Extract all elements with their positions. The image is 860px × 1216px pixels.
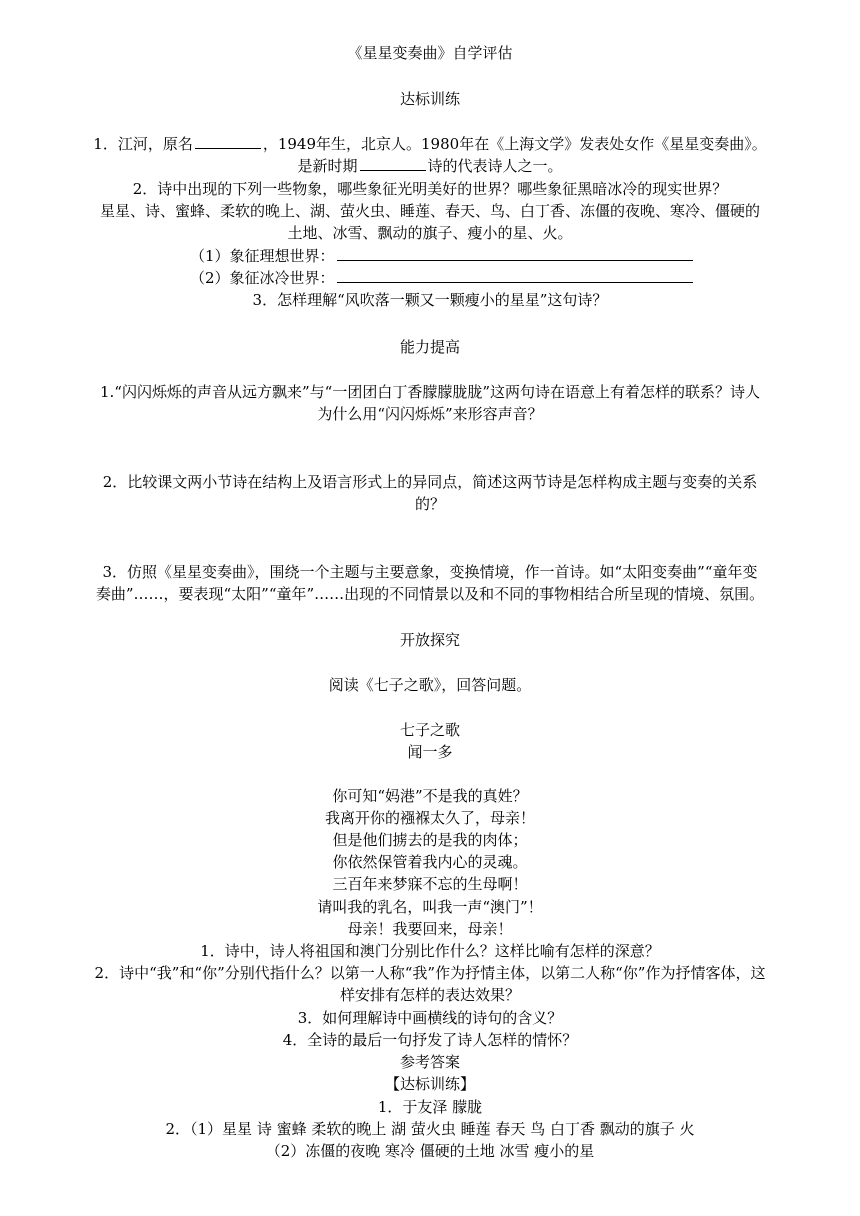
answer-blank [195,133,261,149]
answer-line [337,267,693,283]
poem-line: 你依然保管着我内心的灵魂。 [332,853,528,871]
answer-2-part-1: 2．（1）星星 诗 蜜蜂 柔软的晚上 湖 萤火虫 睡莲 春天 鸟 白丁香 飘动的旗子 火 [165,1120,695,1138]
poem-line: 你可知“妈港”不是我的真姓？ [332,787,528,805]
poem-line: 三百年来梦寐不忘的生母啊！ [332,875,528,893]
answer-blank [360,155,426,171]
question-1-text-b: ，1949年生，北京人。1980年在《上海文学》发表处女作《星星变奏曲》。 [262,135,767,153]
question-2: 2．诗中出现的下列一些物象，哪些象征光明美好的世界？哪些象征黑暗冰冷的现实世界？ [132,180,728,198]
poem-line: 但是他们掳去的是我的肉体； [332,831,528,849]
reading-intro: 阅读《七子之歌》，回答问题。 [328,676,532,694]
ability-question-2-line-1: 2．比较课文两小节诗在结构上及语言形式上的异同点，简述这两节诗是怎样构成主题与变奏的关系 [102,473,758,491]
open-question-3: 3．如何理解诗中画横线的诗句的含义？ [297,1009,563,1027]
question-1-text-a: 1．江河，原名 [93,135,193,153]
answer-2-part-2: （2）冻僵的夜晚 寒冷 僵硬的土地 冰雪 瘦小的星 [265,1142,595,1160]
question-2-sub-2: （2）象征冰冷世界： [190,267,693,289]
section-heading-ability: 能力提高 [399,338,460,356]
answers-sub-heading: 【达标训练】 [384,1075,475,1093]
open-question-2-line-1: 2．诗中“我”和“你”分别代指什么？以第一人称“我”作为抒情主体，以第二人称“你”作为抒情客体，这 [94,964,766,982]
question-1-text-d: 诗的代表诗人之一。 [427,157,563,175]
answer-line [337,245,693,261]
question-2-sub-1: （1）象征理想世界： [190,245,693,267]
ability-question-2-line-2: 的？ [414,495,445,513]
open-question-2-line-2: 样安排有怎样的表达效果？ [339,986,520,1004]
poem-line: 母亲！我要回来，母亲！ [347,920,513,938]
ability-question-1-line-2: 为什么用“闪闪烁烁”来形容声音？ [317,405,543,423]
ability-question-1-line-1: 1.“闪闪烁烁的声音从远方飘来”与“一团团白丁香朦朦胧胧”这两句诗在语意上有着怎样的联系？诗人 [100,383,760,401]
question-2-list-line-1: 星星、诗、蜜蜂、柔软的晚上、湖、萤火虫、睡莲、春天、鸟、白丁香、冻僵的夜晚、寒冷、僵硬的 [99,202,760,220]
poem-line: 请叫我的乳名，叫我一声“澳门”！ [317,898,543,916]
question-2-list-line-2: 土地、冰雪、飘动的旗子、瘦小的星、火。 [287,224,573,242]
question-3: 3．怎样理解“风吹落一颗又一颗瘦小的星星”这句诗？ [252,291,608,309]
question-1-line-2 [40,155,820,177]
ability-question-3-line-2: 奏曲”……，要表现“太阳”“童年”……出现的不同情景以及和不同的事物相结合所呈现的情境、氛围。 [95,585,765,603]
open-question-4: 4．全诗的最后一句抒发了诗人怎样的情怀？ [282,1031,578,1049]
question-1-text-c: 是新时期 [297,157,358,175]
answers-heading: 参考答案 [399,1053,460,1071]
ability-question-3-line-1: 3．仿照《星星变奏曲》，围绕一个主题与主要意象，变换情境，作一首诗。如“太阳变奏曲”“童年变 [102,563,758,581]
question-1-line-1 [40,133,820,155]
document-title: 《星星变奏曲》自学评估 [347,44,513,62]
open-question-1: 1．诗中，诗人将祖国和澳门分别比作什么？这样比喻有怎样的深意？ [200,942,660,960]
poem-title: 七子之歌 [399,721,460,739]
section-heading-open-inquiry: 开放探究 [399,631,460,649]
answer-1: 1．于友泽 朦胧 [377,1098,483,1116]
section-heading-standard-training: 达标训练 [399,90,460,108]
poem-line: 我离开你的襁褓太久了，母亲！ [324,809,535,827]
poem-author: 闻一多 [407,743,453,761]
